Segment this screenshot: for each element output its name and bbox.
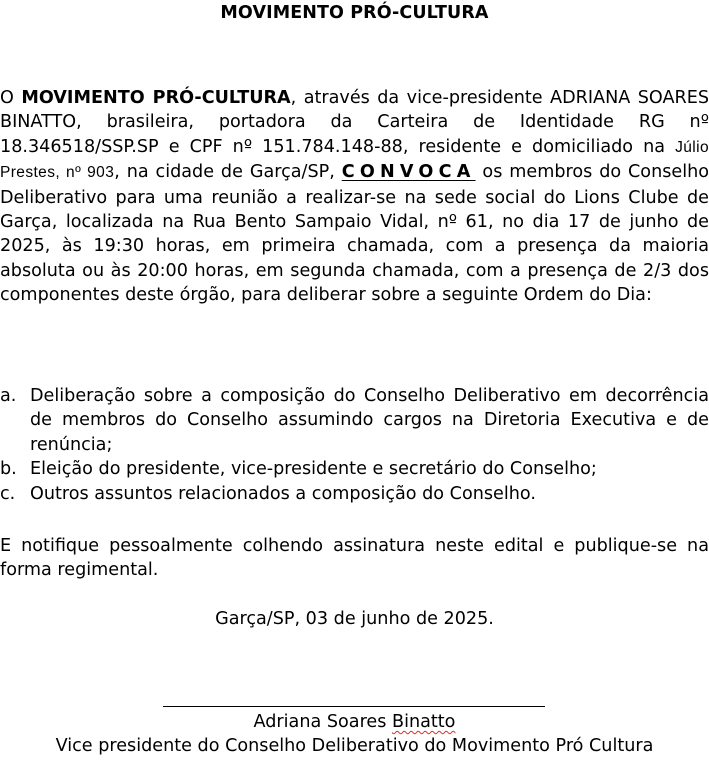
paragraph-text-part3: os membros do Conselho Deliberativo para uma reunião a realizar-se na sede social do Lions Clube de Garça, localizada na Rua Bento Sampaio Vidal, nº 61, no dia 17 de junho de 2025, às 19:30 horas, em primeira chamada, com a presença da maioria absoluta ou às 20:00 horas, em segunda chamada, com a presença de 2/3 dos componentes deste órgão, para deliberar sobre a seguinte Ordem do Dia: xyxy=(0,162,709,306)
signatory-role: Vice presidente do Conselho Deliberativo do Movimento Pró Cultura xyxy=(55,736,654,756)
agenda-item-marker: c. xyxy=(0,483,16,504)
address-text: Júlio Prestes, nº 903 xyxy=(0,138,709,182)
agenda-item xyxy=(0,384,709,457)
agenda-list xyxy=(0,384,709,506)
paragraph-text-part2: , na cidade de Garça/SP, xyxy=(114,162,342,183)
organization-name: MOVIMENTO PRÓ-CULTURA xyxy=(21,88,291,108)
paragraph-opening: O xyxy=(0,88,22,108)
agenda-item-marker: a. xyxy=(0,386,17,406)
document-title: MOVIMENTO PRÓ-CULTURA xyxy=(220,3,489,23)
agenda-item xyxy=(0,482,709,506)
agenda-item xyxy=(0,457,709,481)
agenda-item-text: Deliberação sobre a composição do Conselho Deliberativo em decorrência de membros do Conselho assumindo cargos na Diretoria Executiva e de renúncia; xyxy=(30,386,709,455)
notification-paragraph: E notifique pessoalmente colhendo assinatura neste edital e publique-se na forma regimental. xyxy=(0,536,709,581)
signature-line xyxy=(163,706,545,707)
agenda-item-marker: b. xyxy=(0,459,17,480)
paragraph-text-part1: , através da vice-presidente ADRIANA SOARES BINATTO, brasileira, portadora da Carteira de Identidade RG nº 18.346518/SSP.SP e CPF nº 151.784.148-88, residente e domiciliado na xyxy=(0,88,709,157)
document-date: Garça/SP, 03 de junho de 2025. xyxy=(215,609,494,629)
signatory-name xyxy=(0,710,709,734)
agenda-item-text: Outros assuntos relacionados a composição do Conselho. xyxy=(30,483,536,504)
agenda-item-text: Eleição do presidente, vice-presidente e secretário do Conselho; xyxy=(30,459,597,480)
convoca-keyword: CONVOCA xyxy=(341,162,476,183)
signatory-surname: Binatto xyxy=(392,712,456,732)
convocation-paragraph xyxy=(0,86,709,308)
signatory-first-names: Adriana Soares xyxy=(253,712,392,732)
